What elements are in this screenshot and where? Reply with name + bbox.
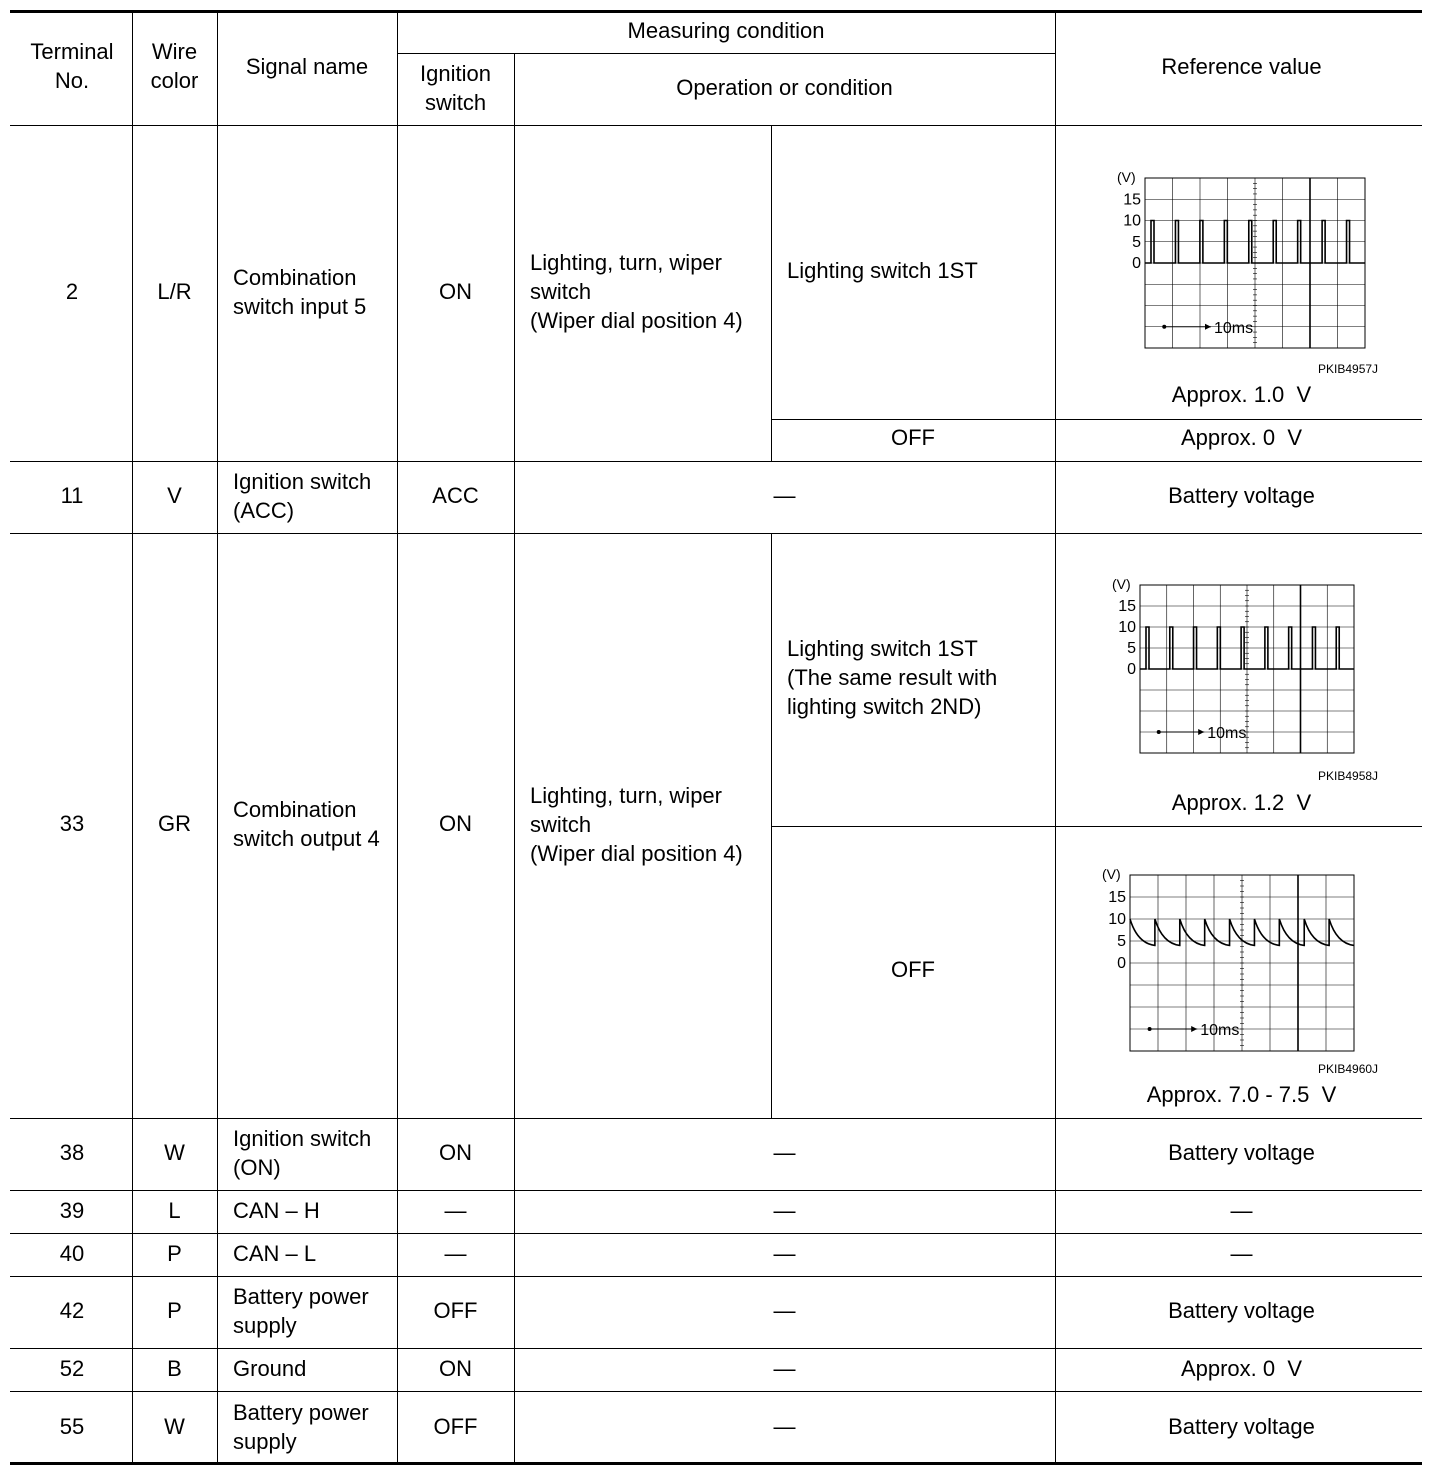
ignition-switch-state: — <box>444 1198 467 1223</box>
signal-name: Ignition switch (ON) <box>233 1126 372 1180</box>
reference-value: Approx. 7.0 - 7.5 V <box>1146 1082 1337 1107</box>
operation: — <box>773 1298 796 1323</box>
y-axis-unit: (V) <box>1112 576 1131 592</box>
y-tick-label: 10 <box>1123 212 1141 230</box>
ignition-switch-state: ON <box>439 811 472 836</box>
time-scale-arrow-end <box>1157 730 1161 734</box>
table-divider <box>10 461 1422 462</box>
waveform-plot <box>1105 166 1375 356</box>
wire-color: W <box>164 1140 185 1165</box>
header-wire-color: Wire color <box>150 39 199 93</box>
table-divider <box>397 53 1055 54</box>
signal-name: Battery power supply <box>233 1284 369 1338</box>
operation: — <box>773 1356 796 1381</box>
time-scale-label: 10ms <box>1214 319 1254 337</box>
ignition-switch-state: OFF <box>433 1298 478 1323</box>
time-scale-arrowhead <box>1191 1026 1197 1032</box>
waveform-plot <box>1090 863 1364 1059</box>
time-scale-arrow-end <box>1162 325 1166 329</box>
terminal-no: 52 <box>59 1356 85 1381</box>
reference-value: Approx. 0 V <box>1180 1356 1303 1381</box>
table-column-divider <box>514 53 515 1463</box>
signal-name: CAN – H <box>233 1198 320 1223</box>
reference-value: Approx. 1.2 V <box>1171 790 1312 815</box>
header-reference-value: Reference value <box>1161 54 1322 79</box>
reference-value: Approx. 1.0 V <box>1171 382 1312 407</box>
time-scale-arrowhead <box>1205 324 1211 330</box>
time-scale-arrowhead <box>1198 729 1204 735</box>
table-bottom-border <box>10 1462 1422 1465</box>
y-tick-label: 0 <box>1132 255 1141 272</box>
wire-color: L/R <box>157 279 192 304</box>
y-tick-label: 15 <box>1123 191 1141 209</box>
y-tick-label: 10 <box>1118 619 1136 636</box>
wire-color: P <box>167 1241 182 1266</box>
terminal-no: 2 <box>65 279 79 304</box>
reference-value: Battery voltage <box>1168 483 1315 508</box>
condition: OFF <box>891 425 935 450</box>
table-divider <box>10 1348 1422 1349</box>
signal-name: Ignition switch (ACC) <box>233 469 372 523</box>
operation: Lighting, turn, wiper switch (Wiper dial position 4) <box>530 250 743 333</box>
y-tick-label: 5 <box>1117 933 1126 950</box>
reference-value: Approx. 0 V <box>1180 425 1303 450</box>
terminal-no: 40 <box>59 1241 85 1266</box>
time-scale-arrow-end <box>1148 1027 1152 1031</box>
header-ignition-switch: Ignition switch <box>420 61 491 115</box>
wire-color: B <box>167 1356 182 1381</box>
reference-value: Battery voltage <box>1168 1298 1315 1323</box>
wire-color: P <box>167 1298 182 1323</box>
time-scale-label: 10ms <box>1207 725 1247 742</box>
table-column-divider <box>397 12 398 1463</box>
terminal-no: 11 <box>60 483 84 508</box>
reference-value: — <box>1230 1241 1253 1266</box>
table-divider <box>10 1118 1422 1119</box>
y-tick-label: 15 <box>1108 889 1126 906</box>
table-divider <box>10 1233 1422 1234</box>
table-divider <box>10 125 1422 126</box>
reference-value: Battery voltage <box>1168 1140 1315 1165</box>
table-divider <box>771 826 1422 827</box>
ignition-switch-state: ACC <box>432 483 479 508</box>
reference-value: Battery voltage <box>1168 1414 1315 1439</box>
wire-color: W <box>164 1414 185 1439</box>
operation: — <box>773 1140 796 1165</box>
condition: OFF <box>891 957 935 982</box>
table-divider <box>771 419 1422 420</box>
ignition-switch-state: ON <box>439 1356 472 1381</box>
y-axis-unit: (V) <box>1102 866 1121 882</box>
ignition-switch-state: — <box>444 1241 467 1266</box>
y-tick-label: 10 <box>1108 911 1126 928</box>
table-divider <box>10 533 1422 534</box>
oscilloscope-waveform <box>1105 166 1375 356</box>
table-top-border <box>10 10 1422 13</box>
ignition-switch-state: OFF <box>433 1414 478 1439</box>
table-column-divider <box>771 533 772 1118</box>
y-tick-label: 5 <box>1127 640 1136 657</box>
table-column-divider <box>1055 12 1056 1463</box>
header-terminal-no: Terminal No. <box>30 39 114 93</box>
terminal-no: 55 <box>59 1414 85 1439</box>
oscilloscope-waveform <box>1090 863 1364 1059</box>
condition: Lighting switch 1ST <box>787 258 978 283</box>
terminal-no: 39 <box>59 1198 85 1223</box>
operation: Lighting, turn, wiper switch (Wiper dial position 4) <box>530 783 743 866</box>
condition: Lighting switch 1ST (The same result with lighting switch 2ND) <box>787 636 998 719</box>
wire-color: V <box>167 483 182 508</box>
table-divider <box>10 1190 1422 1191</box>
time-scale-label: 10ms <box>1200 1022 1240 1039</box>
waveform-plot <box>1100 573 1364 761</box>
oscilloscope-waveform <box>1100 573 1364 761</box>
table-column-divider <box>217 12 218 1463</box>
terminal-no: 42 <box>59 1298 85 1323</box>
table-divider <box>10 1391 1422 1392</box>
signal-name: CAN – L <box>233 1241 317 1266</box>
figure-code: PKIB4957J <box>1318 362 1379 376</box>
table-divider <box>10 1276 1422 1277</box>
operation: — <box>773 483 796 508</box>
table-column-divider <box>771 125 772 461</box>
signal-name: Combination switch input 5 <box>233 265 367 319</box>
ignition-switch-state: ON <box>439 1140 472 1165</box>
signal-name: Battery power supply <box>233 1400 369 1454</box>
signal-name: Combination switch output 4 <box>233 797 380 851</box>
figure-code: PKIB4960J <box>1318 1062 1379 1076</box>
figure-code: PKIB4958J <box>1318 769 1379 783</box>
signal-name: Ground <box>233 1356 307 1381</box>
y-tick-label: 0 <box>1127 661 1136 678</box>
reference-value: — <box>1230 1198 1253 1223</box>
y-axis-unit: (V) <box>1117 169 1136 185</box>
y-tick-label: 5 <box>1132 233 1141 251</box>
ignition-switch-state: ON <box>439 279 472 304</box>
wire-color: L <box>168 1198 181 1223</box>
operation: — <box>773 1241 796 1266</box>
header-signal-name: Signal name <box>245 54 369 79</box>
header-operation-or-condition: Operation or condition <box>676 75 893 100</box>
y-tick-label: 0 <box>1117 955 1126 972</box>
table-column-divider <box>132 12 133 1463</box>
y-tick-label: 15 <box>1118 598 1136 615</box>
operation: — <box>773 1414 796 1439</box>
terminal-no: 38 <box>59 1140 85 1165</box>
terminal-no: 33 <box>59 811 85 836</box>
wire-color: GR <box>158 811 191 836</box>
header-measuring-condition: Measuring condition <box>627 18 825 43</box>
operation: — <box>773 1198 796 1223</box>
